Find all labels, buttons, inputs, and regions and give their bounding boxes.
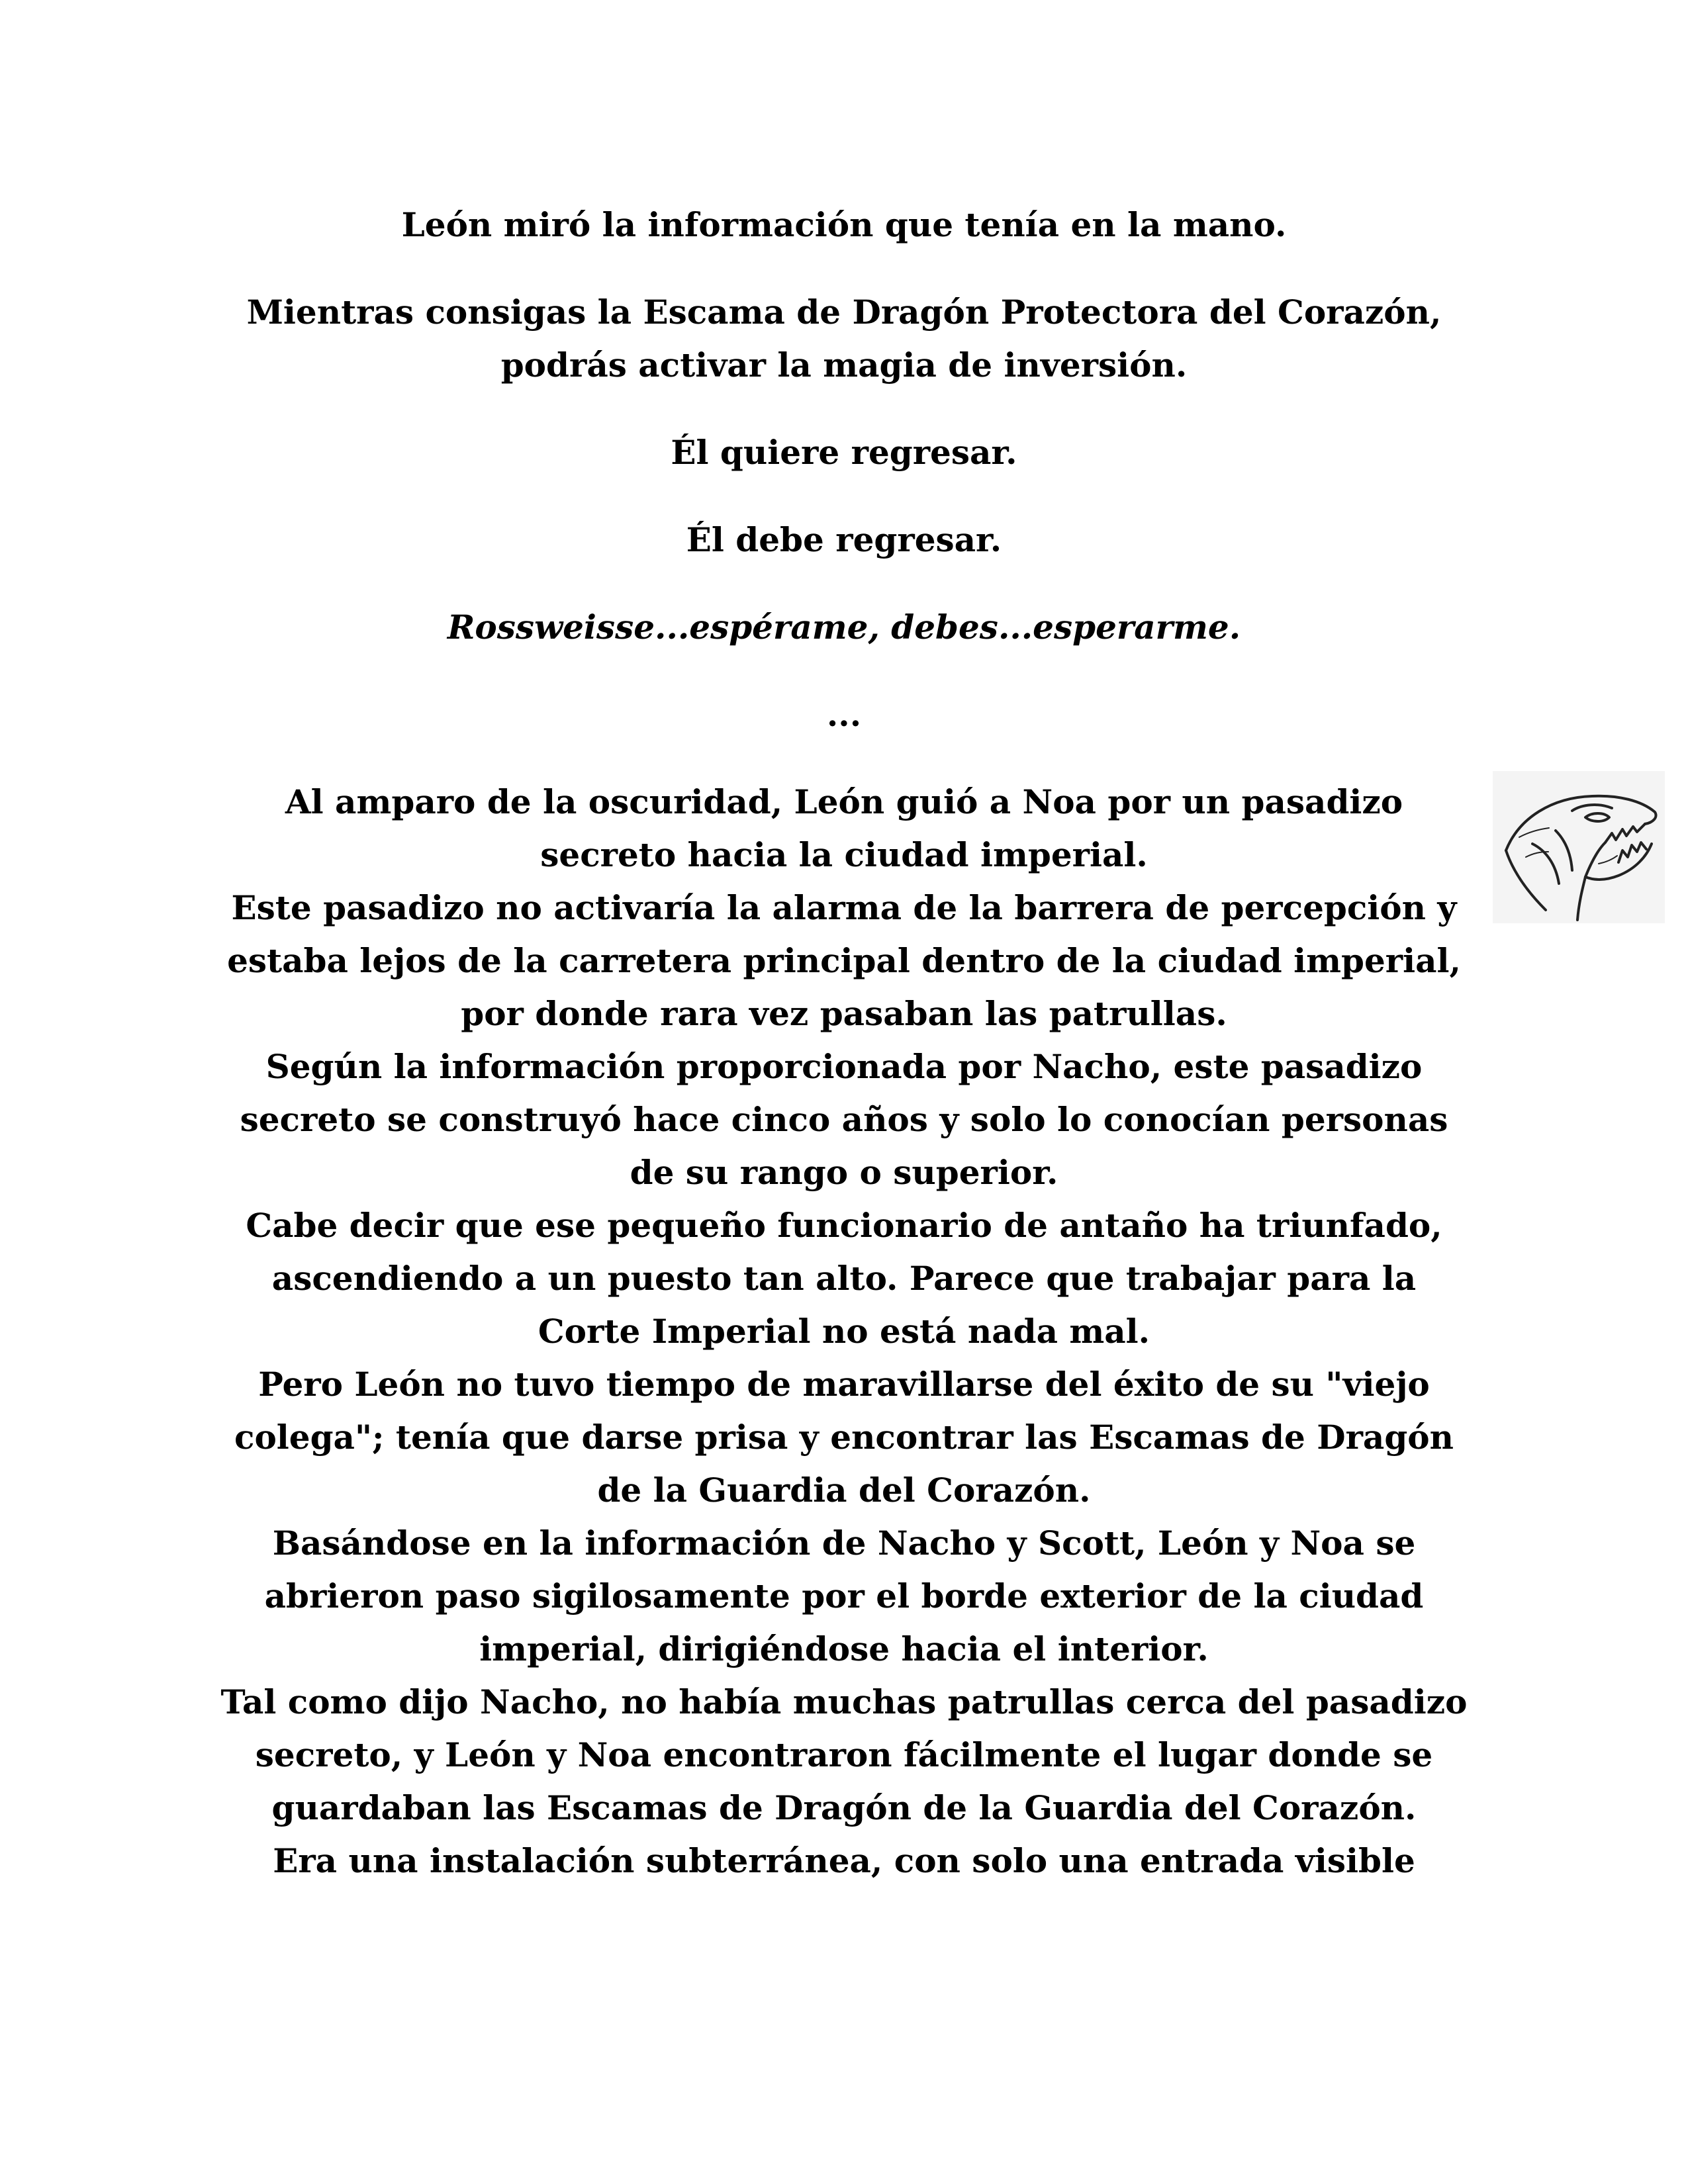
body-paragraph-6: Basándose en la información de Nacho y Scott, León y Noa se abrieron paso sigilosamente por el borde exterior de la ciudad imperial, dirigiéndose hacia el interior. xyxy=(264,1524,1424,1668)
scene-break-ellipsis: ... xyxy=(826,695,862,734)
body-paragraph-1: Al amparo de la oscuridad, León guió a Noa por un pasadizo secreto hacia la ciudad imperial. xyxy=(285,782,1403,874)
intro-paragraph-2: Mientras consigas la Escama de Dragón Protectora del Corazón, podrás activar la magia de inversión. xyxy=(246,293,1442,385)
body-paragraph-3: Según la información proporcionada por Nacho, este pasadizo secreto se construyó hace cinco años y solo lo conocían personas de su rango o superior. xyxy=(240,1047,1448,1192)
dinosaur-head-sketch-icon xyxy=(1493,771,1665,923)
body-paragraph-8: Era una instalación subterránea, con solo una entrada visible xyxy=(273,1841,1415,1880)
intro-paragraph-1: León miró la información que tenía en la mano. xyxy=(401,205,1287,244)
body-paragraph-5: Pero León no tuvo tiempo de maravillarse del éxito de su "viejo colega"; tenía que darse prisa y encontrar las Escamas de Dragón de la Guardia del Corazón. xyxy=(234,1365,1454,1510)
body-text xyxy=(218,776,1470,1888)
body-paragraph-4: Cabe decir que ese pequeño funcionario de antaño ha triunfado, ascendiendo a un puesto tan alto. Parece que trabajar para la Corte Imperial no está nada mal. xyxy=(246,1206,1442,1351)
intro-italic-thought: Rossweisse...espérame, debes...esperarme. xyxy=(447,608,1241,647)
intro-paragraph-3: Él quiere regresar. xyxy=(671,433,1017,472)
body-paragraph-7: Tal como dijo Nacho, no había muchas patrullas cerca del pasadizo secreto, y León y Noa encontraron fácilmente el lugar donde se guardaban las Escamas de Dragón de la Guardia del Corazón. xyxy=(220,1682,1468,1827)
body-paragraph-2: Este pasadizo no activaría la alarma de la barrera de percepción y estaba lejos de la carretera principal dentro de la ciudad imperial, por donde rara vez pasaban las patrullas. xyxy=(227,888,1461,1033)
document-page xyxy=(218,199,1470,1888)
intro-paragraph-4: Él debe regresar. xyxy=(686,520,1002,559)
